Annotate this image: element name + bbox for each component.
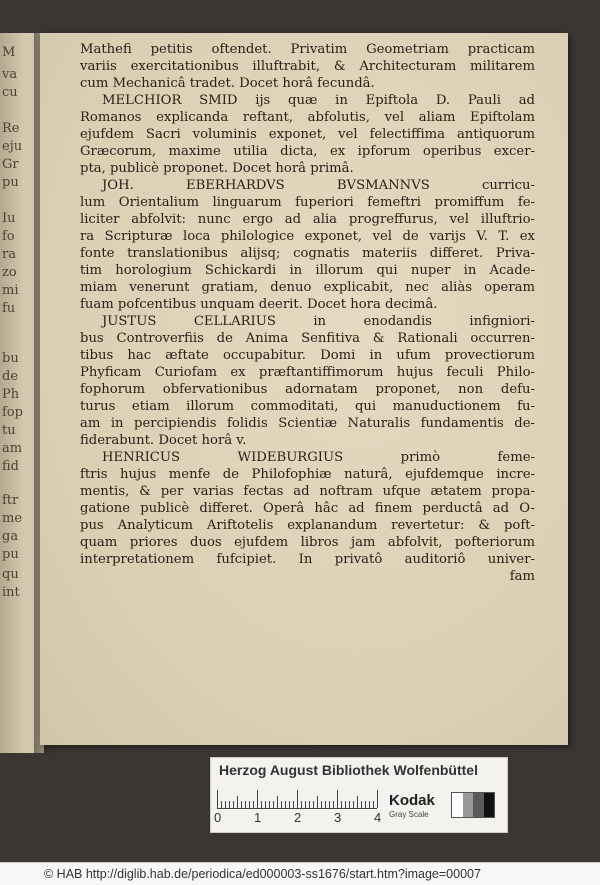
color-reference-card [210,757,508,833]
left-page-fragment: Gr [2,157,19,172]
left-page-fragment: me [2,511,23,526]
ruler-tick [233,801,234,808]
text-line: fonte translationibus alijsq; cognatis materiis differet. Priva- [80,246,535,261]
ruler-tick [241,801,242,808]
gray-swatch [463,793,474,817]
ruler-tick [297,790,298,808]
text-line: fuam pofcentibus unquam deerit. Docet hora decimâ. [80,297,438,312]
card-title: Herzog August Bibliothek Wolfenbüttel [219,762,478,778]
ruler-number: 0 [214,810,222,825]
text-line: HENRICUS WIDEBURGIUS primò feme- [102,450,535,465]
ruler-tick [281,801,282,808]
ruler-scale [217,788,377,809]
text-line: JUSTUS CELLARIUS in enodandis infigniori- [102,314,535,329]
ruler-tick [305,801,306,808]
ruler-tick [221,801,222,808]
ruler-tick [309,801,310,808]
ruler-tick [217,790,218,808]
ruler-tick [269,801,270,808]
text-line: fiderabunt. Docet horâ v. [80,433,247,448]
gray-swatch [484,793,495,817]
text-line: miam venerunt gratiam, denuo explicabit, nec aliàs operam [80,280,535,295]
ruler-tick [253,801,254,808]
ruler-tick [357,796,358,808]
ruler-tick [317,796,318,808]
ruler-tick [321,801,322,808]
book-page [40,33,568,745]
text-line: am in percipiendis folidis Scientiæ Naturalis fundamentis de- [80,416,535,431]
gray-swatch [473,793,484,817]
text-line: bus Controverfiis de Anima Senfitiva & Rationali occurren- [80,331,535,346]
ruler-tick [261,801,262,808]
text-line: MELCHIOR SMID ijs quæ in Epiftola D. Pauli ad [102,93,535,108]
left-page-fragment: fo [2,229,15,244]
gray-swatches [451,792,495,818]
text-line: pus Analyticum Ariftotelis explanandum revertetur: & poft- [80,518,535,533]
left-page-fragment: va [2,67,18,82]
ruler-tick [265,801,266,808]
text-line: interpretationem fufcipiet. In privatô auditoriô univer- [80,552,535,567]
ruler-tick [277,796,278,808]
ruler-tick [229,801,230,808]
text-line: fam [509,569,535,584]
ruler-number: 4 [374,810,382,825]
ruler-tick [293,801,294,808]
text-line: liciter abfolvit: nunc ergo ad alia progreffurus, vel illuftrio- [80,212,535,227]
ruler-tick [369,801,370,808]
left-page-fragment: zo [2,265,17,280]
ruler-tick [337,790,338,808]
ruler-tick [257,790,258,808]
ruler-number: 2 [294,810,302,825]
text-line: lum Orientalium linguarum fuperiori femeftri promiffum fe- [80,195,535,210]
ruler-tick [225,801,226,808]
ruler-tick [313,801,314,808]
left-page-fragment: tu [2,423,16,438]
text-line: variis exercitationibus illuftrabit, & Architecturam militarem [80,59,535,74]
left-page-fragment: qu [2,567,19,582]
ruler-number: 1 [254,810,262,825]
gray-swatch [452,793,463,817]
text-line: ra Scripturæ loca philologice exponet, vel de varijs V. T. ex [80,229,535,244]
ruler-tick [273,801,274,808]
ruler-tick [341,801,342,808]
ruler-tick [325,801,326,808]
left-page-fragment: Ph [2,387,20,402]
ruler-tick [373,801,374,808]
text-line: ftris hujus menfe de Philofophiæ naturâ, ejufdemque incre- [80,467,535,482]
text-line: cum Mechanicâ tradet. Docet horâ fecundâ. [80,76,375,91]
page-text [80,41,535,585]
copyright-footer [0,862,600,885]
footer-link[interactable]: © HAB http://diglib.hab.de/periodica/ed000003-ss1676/start.htm?image=00007 [44,867,481,881]
text-line: turus etiam illorum commoditati, qui manuductionem fu- [80,399,535,414]
left-page-fragment: am [2,441,23,456]
ruler-tick [353,801,354,808]
left-page-fragment: pu [2,547,19,562]
text-line: gatione publicè differet. Operâ hâc ad finem perductâ ad O- [80,501,535,516]
ruler-tick [285,801,286,808]
ruler-tick [365,801,366,808]
left-page-fragment: fop [2,405,23,420]
ruler-number: 3 [334,810,342,825]
left-page-fragment: fid [2,459,19,474]
text-line: fophorum obfervationibus adornatam proponet, non defu- [80,382,535,397]
left-page-fragment: mi [2,283,19,298]
text-line: mentis, & per varias fectas ad noftram ufque ætatem propa- [80,484,535,499]
left-page-fragment: ga [2,529,19,544]
ruler-tick [245,801,246,808]
text-line: Græcorum, maxime utilia dicta, ex ipforum operibus excer- [80,144,535,159]
text-line: Phyficam Curiofam ex præftantiffimorum hujus feculi Philo- [80,365,535,380]
ruler-tick [345,801,346,808]
left-page-fragment: Re [2,121,20,136]
left-page-fragment: cu [2,85,18,100]
text-line: Mathefi petitis oftendet. Privatim Geometriam practicam [80,42,535,57]
ruler-tick [301,801,302,808]
left-page-fragment: int [2,585,20,600]
ruler-tick [249,801,250,808]
kodak-logo: Kodak [389,792,435,809]
ruler-tick [361,801,362,808]
left-page-fragment: eju [2,139,23,154]
left-page-fragment: bu [2,351,19,366]
ruler-tick [333,801,334,808]
text-line: tim horologium Schickardi in illorum qui nuper in Acade- [80,263,535,278]
gray-scale-label: Gray Scale [389,810,429,819]
left-page-fragment: ra [2,247,16,262]
left-page-fragment: fu [2,301,16,316]
left-page-fragment: pu [2,175,19,190]
ruler-tick [289,801,290,808]
ruler-tick [349,801,350,808]
text-line: Romanos explicanda reftant, abfolutis, vel aliam Epiftolam [80,110,535,125]
text-line: pta, publicè proponet. Docet horâ primâ. [80,161,354,176]
ruler-tick [329,801,330,808]
ruler-tick [237,796,238,808]
ruler-tick [377,790,378,808]
left-page-fragment: ftr [2,493,19,508]
text-line: quam priores duos ejufdem libros jam abfolvit, pofteriorum [80,535,535,550]
text-line: tibus hac æftate occupabitur. Domi in ufum provectiorum [80,348,535,363]
left-page-fragment: M [2,45,16,60]
text-line: JOH. EBERHARDVS BVSMANNVS curricu- [102,178,535,193]
text-line: ejufdem Sacri voluminis exponet, vel felectiffima antiquorum [80,127,535,142]
left-page-fragment: Iu [2,211,16,226]
left-page-fragment: de [2,369,19,384]
